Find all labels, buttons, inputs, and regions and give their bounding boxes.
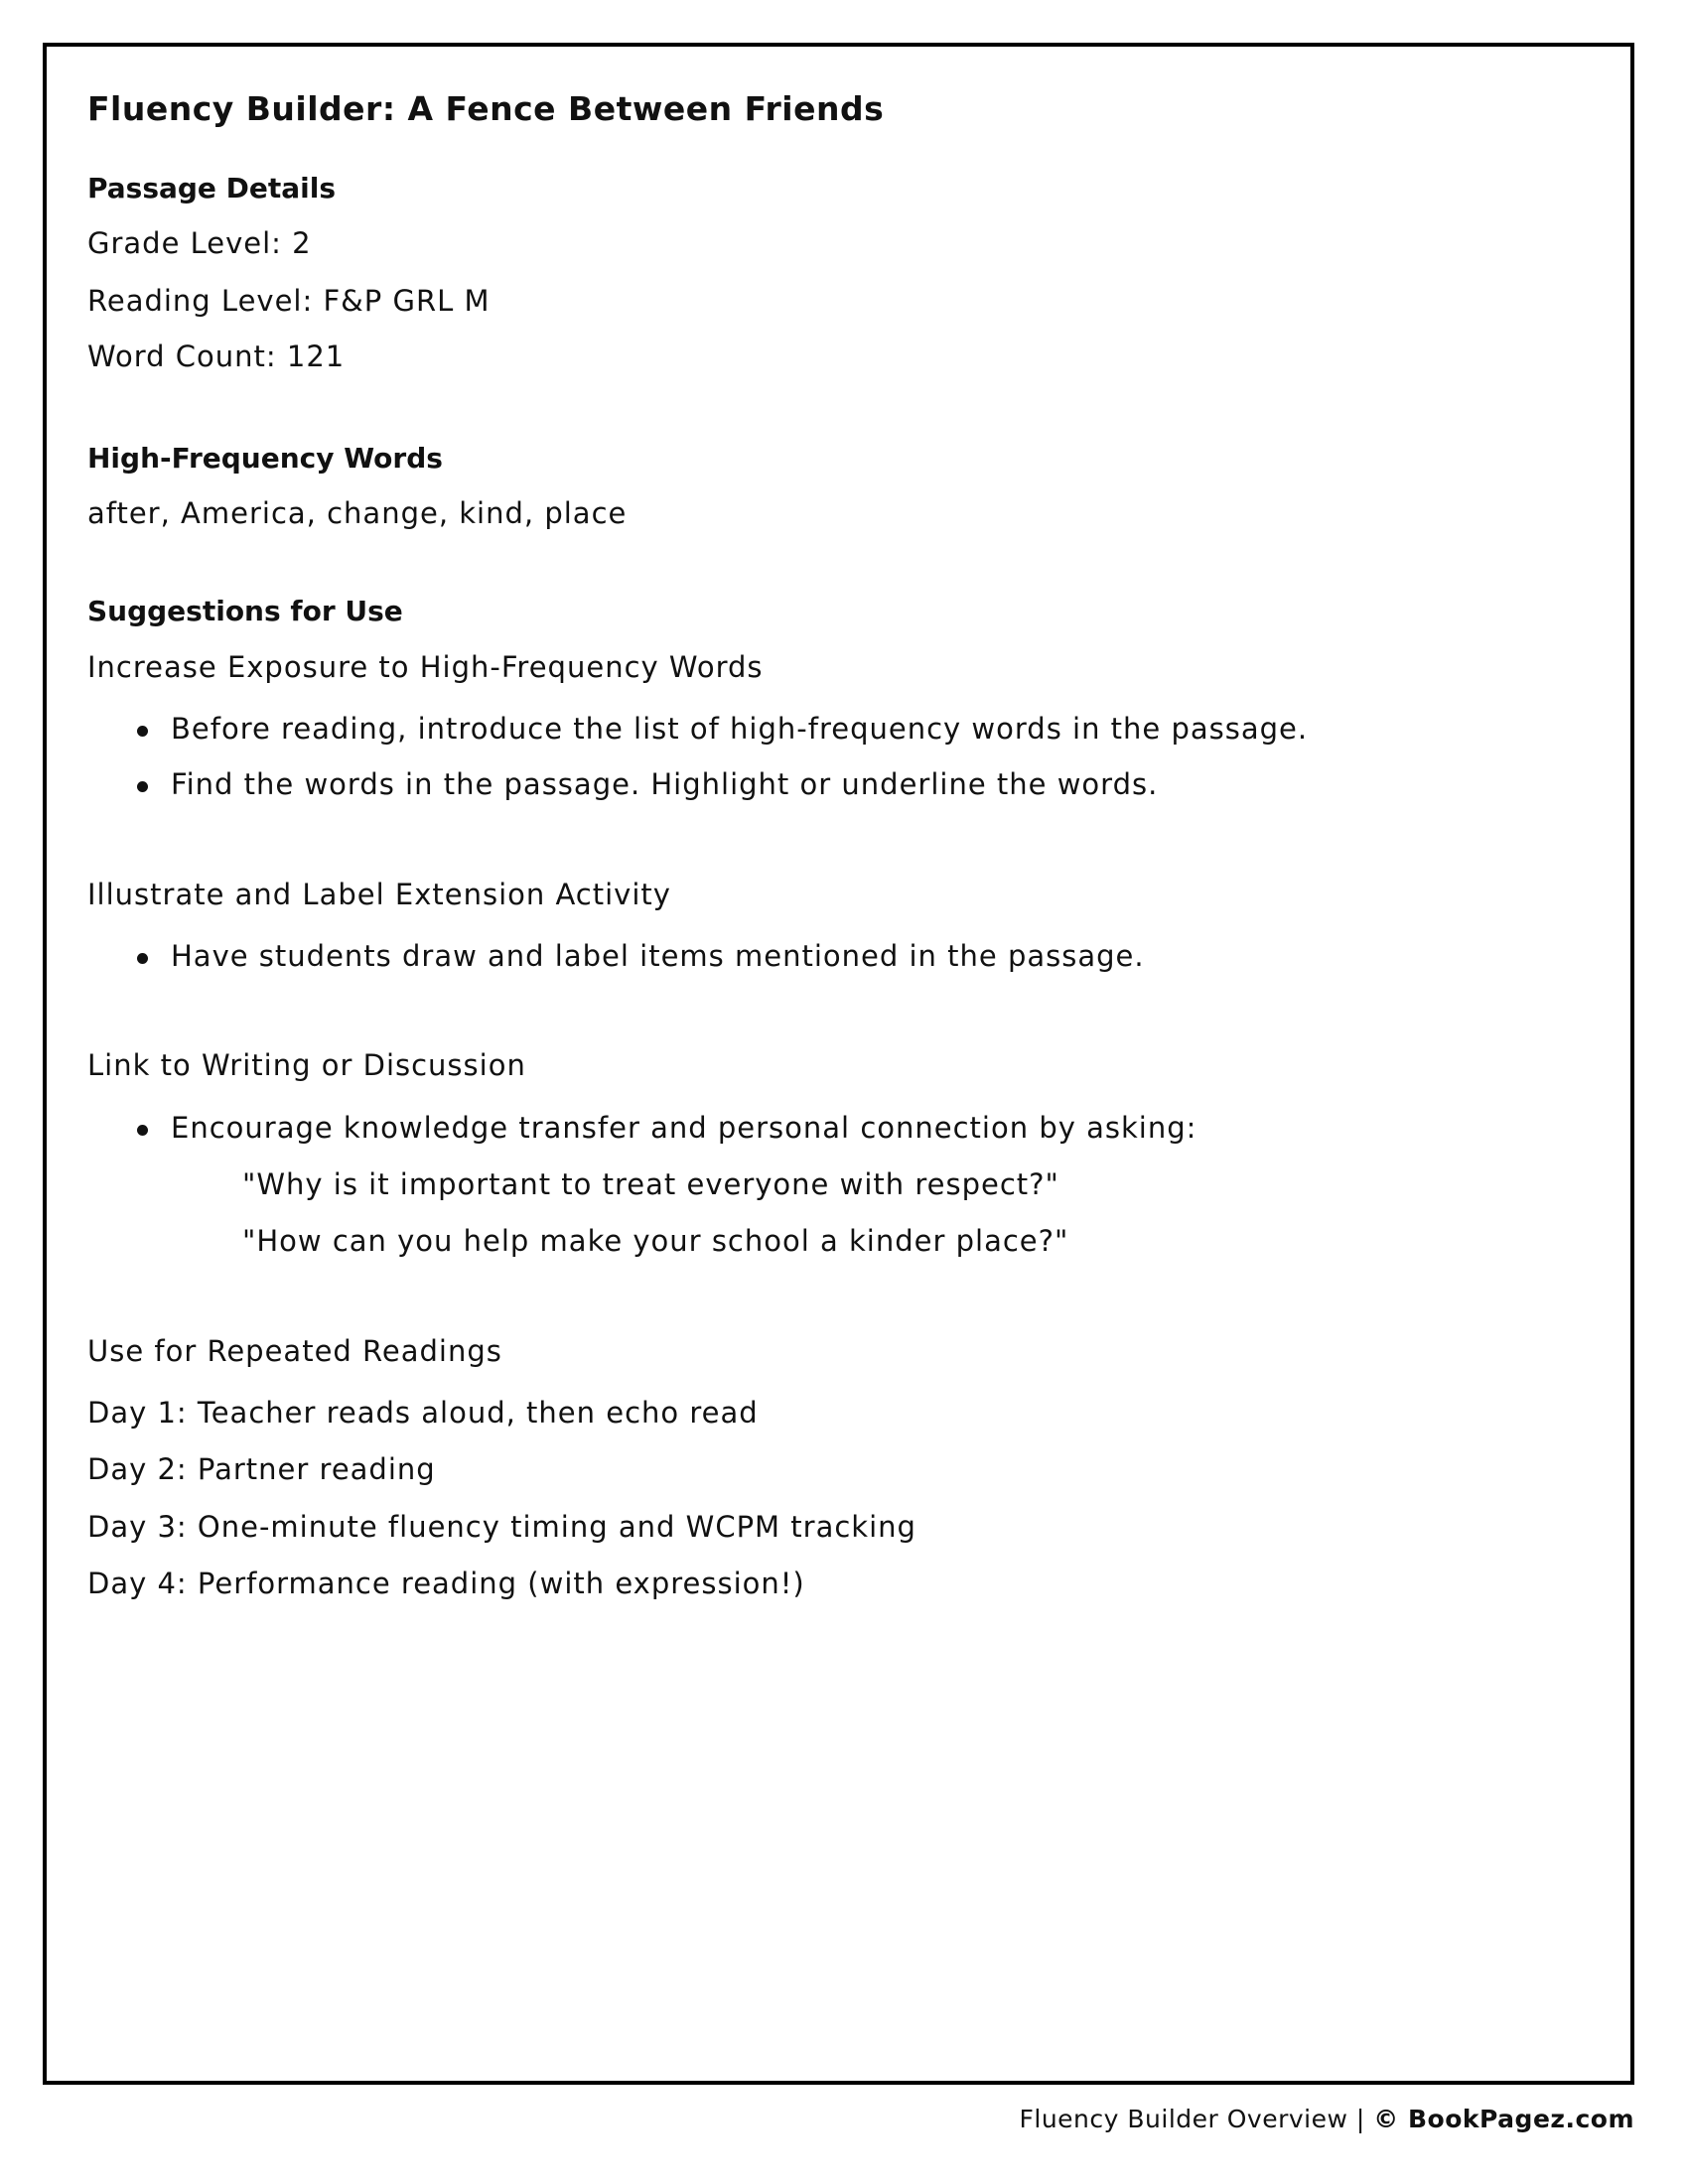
link-bullet-1: Encourage knowledge transfer and personal connection by asking: — [171, 1111, 1197, 1145]
page-title: Fluency Builder: A Fence Between Friends — [87, 89, 885, 128]
bullet-icon — [137, 953, 148, 964]
footer — [1020, 2105, 1635, 2133]
exposure-bullet-2: Find the words in the passage. Highlight or underline the words. — [171, 767, 1159, 801]
repeated-subheading: Use for Repeated Readings — [87, 1334, 502, 1368]
reading-level: Reading Level: F&P GRL M — [87, 284, 491, 318]
exposure-subheading: Increase Exposure to High-Frequency Words — [87, 650, 764, 684]
footer-label: Fluency Builder Overview — [1019, 2105, 1348, 2133]
bullet-icon — [137, 1125, 148, 1136]
footer-copyright: © BookPagez.com — [1373, 2105, 1634, 2133]
high-frequency-words: after, America, change, kind, place — [87, 496, 628, 530]
day-1: Day 1: Teacher reads aloud, then echo read — [87, 1396, 759, 1430]
day-4: Day 4: Performance reading (with expression!) — [87, 1567, 805, 1600]
illustrate-bullet-1: Have students draw and label items mentioned in the passage. — [171, 939, 1145, 973]
day-2: Day 2: Partner reading — [87, 1452, 436, 1486]
word-count: Word Count: 121 — [87, 340, 346, 373]
discussion-question-1: "Why is it important to treat everyone with respect?" — [242, 1167, 1059, 1201]
day-3: Day 3: One-minute fluency timing and WCPM tracking — [87, 1510, 916, 1544]
grade-level: Grade Level: 2 — [87, 226, 312, 260]
bullet-icon — [137, 781, 148, 792]
passage-details-heading: Passage Details — [87, 172, 337, 205]
exposure-bullet-1: Before reading, introduce the list of high-frequency words in the passage. — [171, 712, 1309, 746]
high-frequency-heading: High-Frequency Words — [87, 442, 443, 475]
discussion-question-2: "How can you help make your school a kinder place?" — [242, 1224, 1069, 1258]
footer-separator: | — [1355, 2105, 1365, 2133]
bullet-icon — [137, 726, 148, 737]
illustrate-subheading: Illustrate and Label Extension Activity — [87, 878, 671, 911]
suggestions-heading: Suggestions for Use — [87, 595, 403, 627]
link-subheading: Link to Writing or Discussion — [87, 1048, 526, 1082]
